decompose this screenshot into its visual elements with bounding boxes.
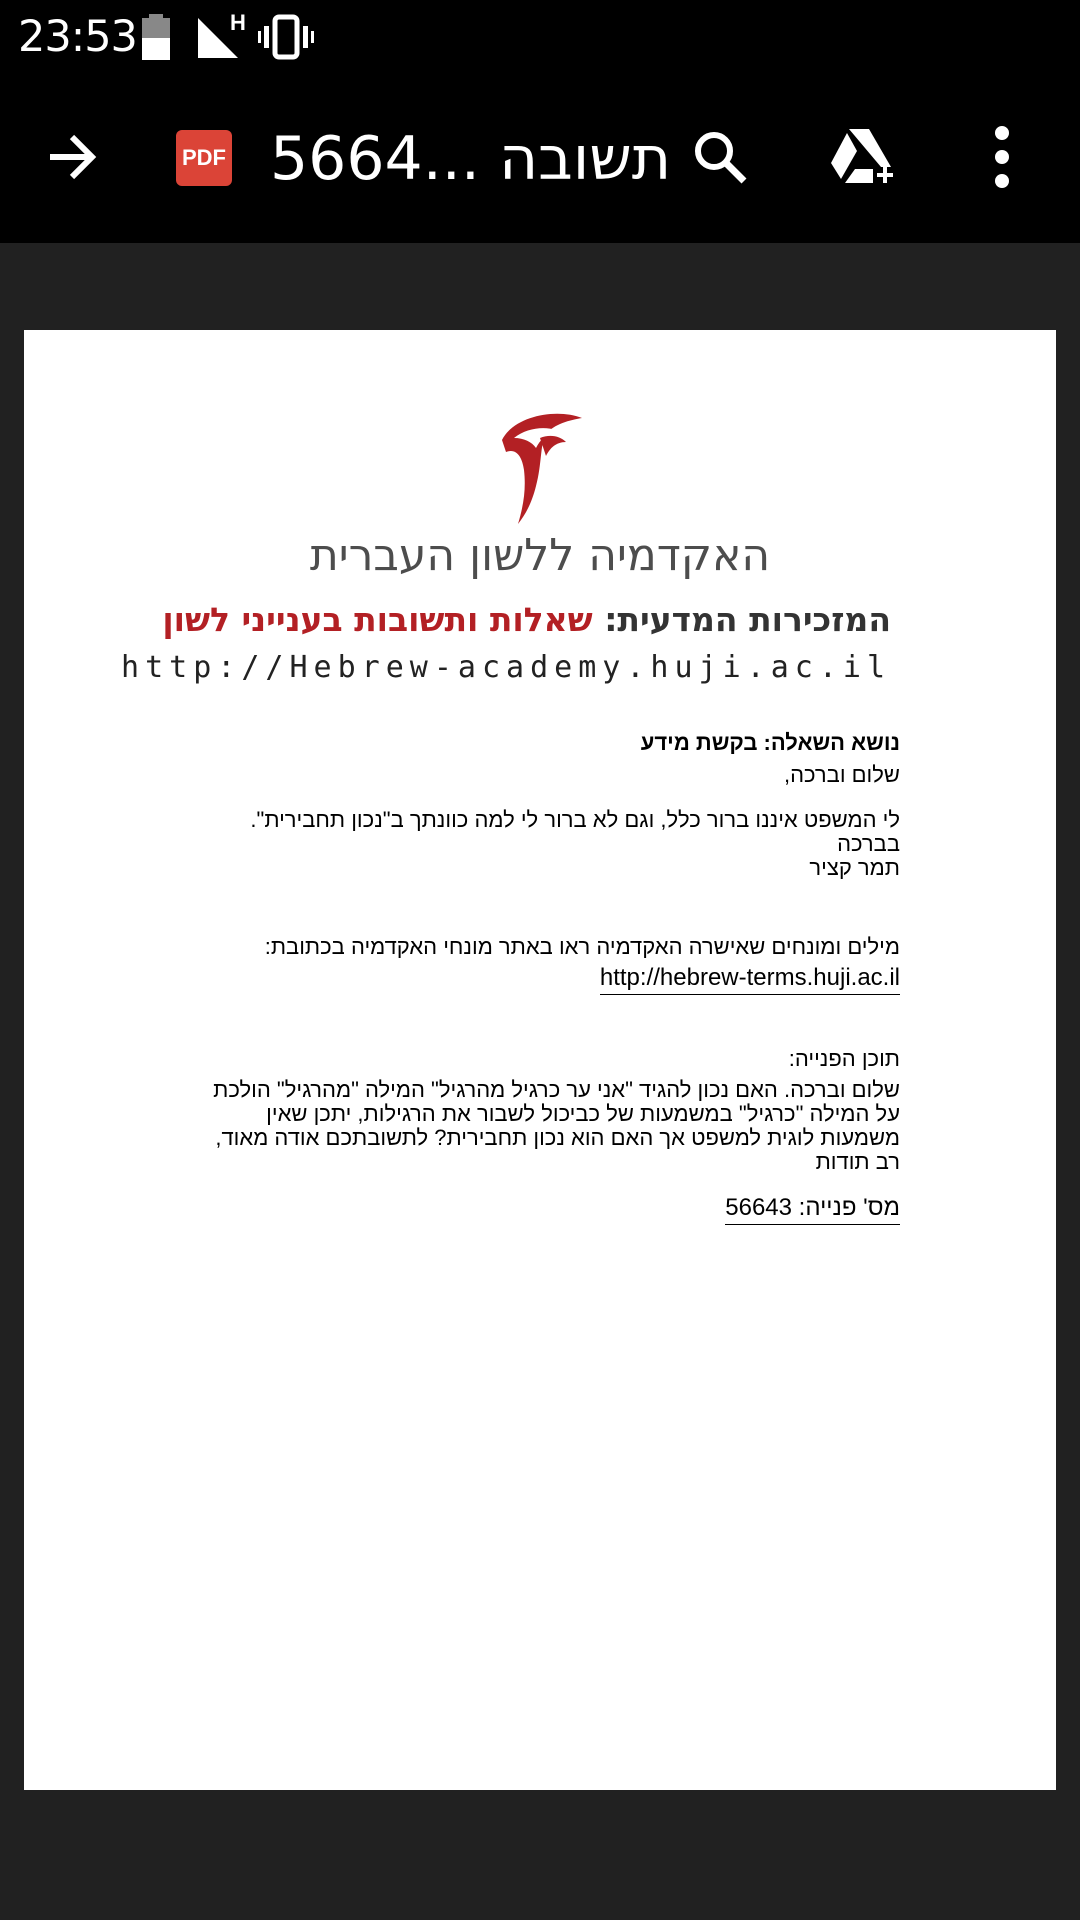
query-line: משמעות לוגית למשפט אך האם הוא נכון תחבירית? לתשובתכם אודה מאוד, <box>215 1125 900 1150</box>
more-options-button[interactable] <box>958 115 1046 203</box>
question-subject: נושא השאלה: בקשת מידע <box>640 730 900 755</box>
greeting: שלום וברכה, <box>783 762 900 787</box>
network-type-label: H <box>230 10 246 35</box>
status-time: 23:53 <box>18 12 137 62</box>
pdf-file-icon: PDF <box>176 130 232 186</box>
drive-add-icon <box>827 127 897 192</box>
reference-number: מס' פנייה: 56643 <box>725 1194 900 1225</box>
terms-note: מילים ומונחים שאישרה האקדמיה ראו באתר מונחי האקדמיה בכתובת: <box>264 934 900 959</box>
search-button[interactable] <box>676 115 764 203</box>
battery-icon <box>140 14 172 65</box>
more-vert-icon <box>992 125 1012 194</box>
pdf-page <box>24 330 1056 1790</box>
query-line: רב תודות <box>815 1149 900 1174</box>
back-button[interactable] <box>28 115 116 203</box>
query-line: על המילה "כרגיל" במשמעות של כביכול לשבור את הרגילות, יתכן שאין <box>266 1101 900 1126</box>
academy-site-url: http://Hebrew-academy.huji.ac.il <box>121 650 891 685</box>
subtitle-prefix: המזכירות המדעית: <box>604 600 891 639</box>
department-subtitle <box>162 600 891 639</box>
academy-name: האקדמיה ללשון העברית <box>309 530 771 581</box>
query-heading: תוכן הפנייה: <box>788 1046 900 1071</box>
academy-logo-icon <box>496 408 586 533</box>
app-toolbar <box>0 75 1080 243</box>
terms-link[interactable]: http://hebrew-terms.huji.ac.il <box>600 964 900 995</box>
query-line: שלום וברכה. האם נכון להגיד "אני ער כרגיל מהרגיל" המילה "מהרגיל" הולכת <box>213 1077 900 1102</box>
vibrate-icon <box>258 14 314 65</box>
arrow-right-icon <box>44 129 100 190</box>
subtitle-highlight: שאלות ותשובות בענייני לשון <box>162 600 593 639</box>
answer-line: בברכה <box>837 831 900 856</box>
answer-line: לי המשפט איננו ברור כלל, וגם לא ברור לי למה כוונתך ב"נכון תחבירית". <box>250 807 900 832</box>
search-icon <box>690 127 750 192</box>
status-bar <box>0 0 1080 75</box>
answer-line: תמר קציר <box>809 855 900 880</box>
document-title: 5664... תשובה <box>270 124 672 194</box>
add-to-drive-button[interactable] <box>818 115 906 203</box>
